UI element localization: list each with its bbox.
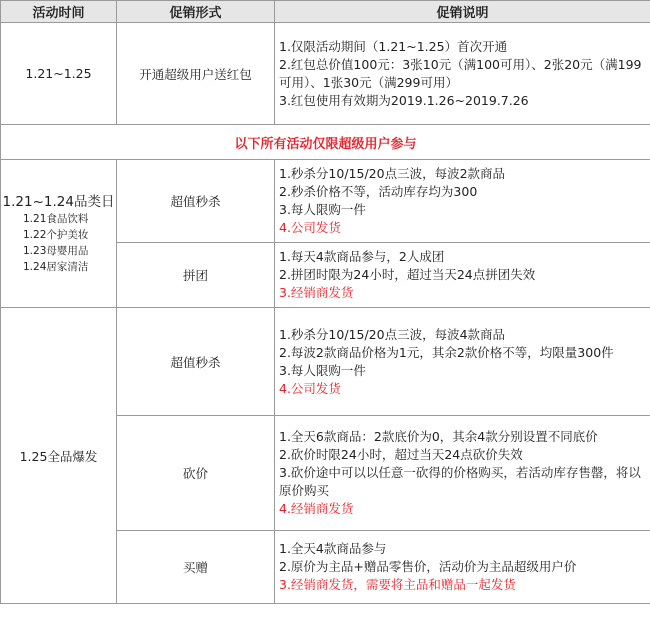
desc-line: 3.红包使用有效期为2019.1.26~2019.7.26 xyxy=(279,92,529,108)
banner-row xyxy=(1,125,650,160)
desc-line: 2.每波2款商品价格为1元，其余2款价格不等，均限量300件 xyxy=(279,344,614,360)
table-row xyxy=(1,160,650,243)
category-day: 1.23母婴用品 xyxy=(23,244,89,257)
table-row xyxy=(1,308,650,416)
type-cell: 买赠 xyxy=(117,531,275,604)
desc-line: 1.秒杀分10/15/20点三波，每波4款商品 xyxy=(279,326,506,342)
category-day: 1.22个护美妆 xyxy=(23,228,89,241)
desc-line: 3.砍价途中可以以任意一砍得的价格购买，若活动库存售罄，将以原价购买 xyxy=(279,465,641,498)
time-cell: 1.21~1.25 xyxy=(1,23,117,125)
desc-line: 2.拼团时限为24小时，超过当天24点拼团失效 xyxy=(279,267,536,282)
desc-line: 1.仅限活动期间（1.21~1.25）首次开通 xyxy=(279,38,508,54)
desc-cell xyxy=(275,308,650,416)
desc-cell xyxy=(275,531,650,604)
header-row xyxy=(1,1,650,23)
type-cell: 开通超级用户送红包 xyxy=(117,23,275,125)
header-time: 活动时间 xyxy=(1,1,117,23)
desc-line: 2.秒杀价格不等，活动库存均为300 xyxy=(279,184,478,199)
type-cell: 超值秒杀 xyxy=(117,308,275,416)
desc-cell xyxy=(275,243,650,308)
shipping-note: 4.公司发货 xyxy=(279,220,341,235)
shipping-note: 4.公司发货 xyxy=(279,380,341,396)
table-row xyxy=(1,23,650,125)
desc-line: 1.全天4款商品参与 xyxy=(279,541,387,556)
desc-line: 2.砍价时限24小时，超过当天24点砍价失效 xyxy=(279,447,523,462)
desc-cell xyxy=(275,23,650,125)
desc-cell xyxy=(275,416,650,531)
desc-line: 1.每天4款商品参与，2人成团 xyxy=(279,249,445,264)
desc-line: 2.原价为主品+赠品零售价，活动价为主品超级用户价 xyxy=(279,559,577,574)
desc-line: 3.每人限购一件 xyxy=(279,362,366,378)
time-cell xyxy=(1,160,117,308)
desc-cell xyxy=(275,160,650,243)
category-day: 1.21食品饮料 xyxy=(23,212,89,225)
date-main: 1.21~1.24品类日 xyxy=(2,193,115,210)
desc-line: 2.红包总价值100元：3张10元（满100可用）、2张20元（满199可用）、1张30元（满299可用） xyxy=(279,56,642,90)
time-cell: 1.25全品爆发 xyxy=(1,308,117,604)
desc-line: 1.全天6款商品：2款底价为0，其余4款分别设置不同底价 xyxy=(279,429,598,444)
shipping-note: 3.经销商发货 xyxy=(279,285,354,300)
desc-line: 1.秒杀分10/15/20点三波，每波2款商品 xyxy=(279,166,506,181)
banner-text: 以下所有活动仅限超级用户参与 xyxy=(1,125,650,160)
header-desc: 促销说明 xyxy=(275,1,650,23)
shipping-note: 4.经销商发货 xyxy=(279,501,354,516)
type-cell: 砍价 xyxy=(117,416,275,531)
category-day: 1.24居家清洁 xyxy=(23,260,89,273)
shipping-note: 3.经销商发货，需要将主品和赠品一起发货 xyxy=(279,577,516,592)
type-cell: 拼团 xyxy=(117,243,275,308)
header-type: 促销形式 xyxy=(117,1,275,23)
desc-line: 3.每人限购一件 xyxy=(279,202,366,217)
type-cell: 超值秒杀 xyxy=(117,160,275,243)
